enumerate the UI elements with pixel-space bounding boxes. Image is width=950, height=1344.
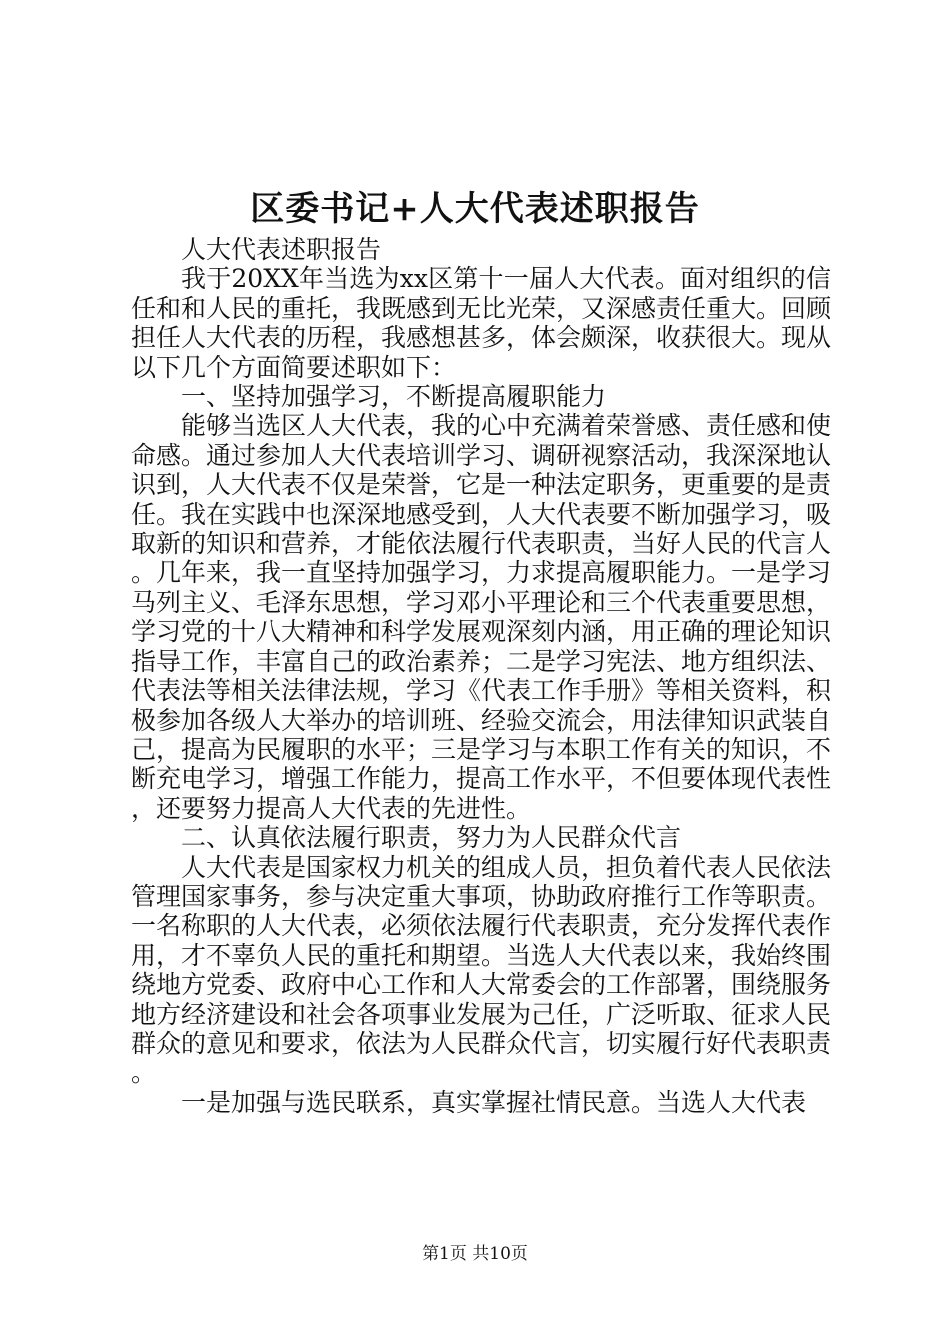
- section-heading-2: 二、认真依法履行职责，努力为人民群众代言: [181, 823, 682, 853]
- page-footer: 第1页 共10页: [422, 1244, 528, 1264]
- paragraph-section-1: 能够当选区人大代表，我的心中充满着荣誉感、责任感和使命感。通过参加人大代表培训学习、调研视察活动，我深深地认识到，人大代表不仅是荣誉，它是一种法定职务，更重要的是责任。我在实践中也深深地感受到，人大代表要不断加强学习，吸取新的知识和营养，才能依法履行代表职责，当好人民的代言人。几年来，我一直坚持加强学习，力求提高履职能力。一是学习马列主义、毛泽东思想，学习邓小平理论和三个代表重要思想，学习党的十八大精神和科学发展观深刻内涵，用正确的理论知识指导工作，丰富自己的政治素养；二是学习宪法、地方组织法、代表法等相关法律法规，学习《代表工作手册》等相关资料，积极参加各级人大举办的培训班、经验交流会，用法律知识武装自己，提高为民履职的水平；三是学习与本职工作有关的知识，不断充电学习，增强工作能力，提高工作水平，不但要体现代表性，还要努力提高人大代表的先进性。: [131, 411, 832, 823]
- paragraph-section-2: 人大代表是国家权力机关的组成人员，担负着代表人民依法管理国家事务，参与决定重大事项，协助政府推行工作等职责。一名称职的人大代表，必须依法履行代表职责，充分发挥代表作用，才不辜负人民的重托和期望。当选人大代表以来，我始终围绕地方党委、政府中心工作和人大常委会的工作部署，围绕服务地方经济建设和社会各项事业发展为己任，广泛听取、征求人民群众的意见和要求，依法为人民群众代言，切实履行好代表职责。: [131, 852, 832, 1088]
- paragraph-subtitle: 人大代表述职报告: [181, 235, 382, 264]
- section-heading-1: 一、坚持加强学习，不断提高履职能力: [181, 382, 607, 412]
- paragraph-intro: 我于20XX年当选为xx区第十一届人大代表。面对组织的信任和和人民的重托，我既感到无比光荣，又深感责任重大。回顾担任人大代表的历程，我感想甚多，体会颇深，收获很大。现从以下几个方面简要述职如下：: [131, 264, 832, 382]
- paragraph-section-2-point-1: 一是加强与选民联系，真实掌握社情民意。当选人大代表: [181, 1087, 807, 1117]
- document-body: [131, 235, 831, 1117]
- document-title: 区委书记+人大代表述职报告: [250, 189, 700, 229]
